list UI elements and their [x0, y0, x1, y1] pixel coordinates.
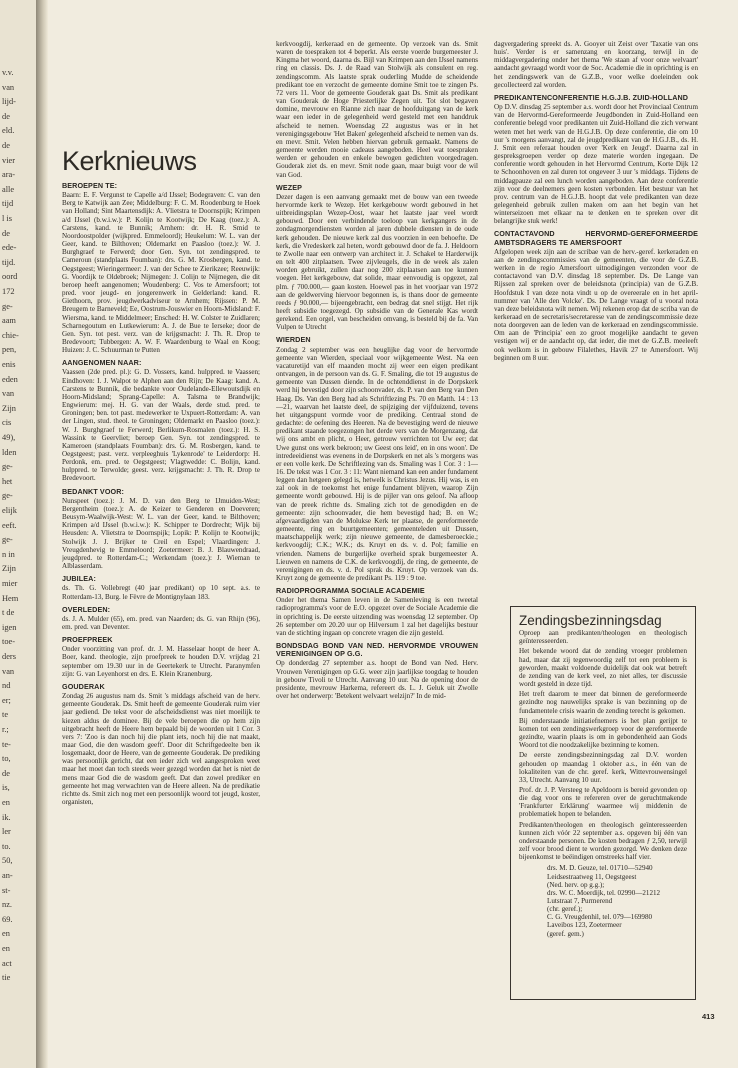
section-heading: JUBILEA: [62, 574, 96, 584]
prev-page-fragment: 172 [2, 287, 15, 296]
box-paragraph: Het treft daarom te meer dat binnen de gereformeerde gezindte nog nauwelijks sprake is van bezinning op de fundamentele crisis waarin de zending terecht is gekomen. [519, 690, 687, 715]
box-title: Zendingsbezinningsdag [519, 613, 662, 628]
section-body: ds. Th. G. Vollebregt (40 jaar predikant) op 10 sept. a.s. te Rotterdam-13, Burg. le Fèvre de Montignylaan 183. [62, 584, 260, 601]
section-body: kerkvoogdij, kerkeraad en de gemeente. Op verzoek van ds. Smit waren de toespraken tot 4 beperkt. Als eerste voerde burgemeester J. Kingma het woord, daarna ds. Bijl van Krimpen aan den IJssel namens ring en classis. Ds. J. de Raad van Stolwijk als consulent en reg. zendingscomm. Als laatste sprak ouderling Mudde de scheidende predikant toe en verzocht de gemeente domine Smit toe te zingen Ps. 72 vers 11. Voor de gemeente Gouderak gaat Ds. Smit als predikant van Gouderak de Hoge Priesterlijke Zegen uit. Tot slot begaven domine, mevrouw en Rianne zich naar de hoofduitgang van de kerk waar een ieder in de gelegenheid werd gesteld met een handdruk afscheid te nemen. Woensdag 22 augustus was er in het verenigingsgebouw 'Het Baken' gelegenheid afscheid te nemen van ds. en mevr. Smit. Velen hebben hiervan gebruik gemaakt. Namens de gemeente werden mooie cadeaus aangeboden. Heel wat toespraken werden er gehouden en enkele bewogen gedichten voorgedragen. Gouderak ziet ds. en mevr. Smit node gaan, maar buigt voor de wil van God. [276, 40, 478, 179]
prev-page-fragment: vier [2, 155, 16, 165]
prev-page-fragment: tie [2, 973, 11, 983]
prev-page-fragment: de [2, 141, 10, 150]
section-body: Vaassen (2de pred. pl.): G. D. Vossers, kand. hulppred. te Vaassen; Eindhoven: I. J. Walpot te Alphen aan den Rijn; De Kaag: kand. A. Carstens te Bunnik, die bedankte voor Oudelande-Ellewoutsdijk en Hoorn-Midsland; Sprang-Capelle: A. Talsma te Brandwijk; Engwierum: mej. H. G. van der Waals, derde stud. pred. te Groningen; ben. tot past. medewerker te Uxpuert-Rotterdam: A. van der Lingen, stud. theol. te Groningen; Oldemarkt en Paasloo (toez.): W. J. Burghgraef te Ferwerd; Berlikum-Rosmalen (toez.): H. S. Wassink te Geervliet; beroep Gen. Syn. tot zendingspred. te Kameroen (standplaats Foumban): drs. G. M. Rosbergen, kand. te Oegstgeest; past. verz. verpleeghuis 'Lykenrode' te Leiderdorp: H. Perdonk, em. pred. te Oegstgeest; Vlagtwedde: C. Bolijn, kand. hulppred. te Terwolde; geest. verz. krijgsmacht: J. Th. R. Drop te Bredevoort. [62, 368, 260, 483]
prev-page-fragment: eeft. [2, 520, 17, 530]
prev-page-fragment: eld. [2, 126, 15, 136]
section-body: Afgelopen week zijn aan de scribae van de herv.-geref. kerkeraden en aan de zendingscommissies van de gemeenten, die voor de G.Z.B. werken in de regio Amersfoort uitnodigingen verzonden voor de contactavond van D.V. dinsdag 18 september. Ds. De Lange van Rijssen zal spreken over de beleidsnota (principia) van de G.Z.B. Hoofdstuk I van deze nota vindt u op de overeerale en in het april-nummer van 'Alle den Volcke'. Ds. De Lange vraagt of u vooral nota van deze beleidsnota wilt nemen. Wij rekenen erop dat de scriba van de kerkeraad en de secretaris/secretaresse van de zendingscommissie deze nota doorgeven aan de leden van de kerkeraad en zendingscommissie. Om aan de 'Principia' een zo groot mogelijke aandacht te geven vestigen wij er de aandacht op, dat ieder, die met de G.Z.B. meeleeft ook welkom is in gebouw Filalethes, Havik 27 te Amersfoort. Wij beginnen om 8 uur. [494, 247, 698, 362]
section-heading: AANGENOMEN NAAR: [62, 358, 142, 368]
signatory-line: drs. M. D. Geuze, tel. 01710—52940 [547, 864, 653, 873]
prev-page-fragment: st- [2, 885, 11, 895]
box-paragraph: De eerste zendingsbezinningsdag zal D.V. worden gehouden op maandag 1 oktober a.s., in één van de lokaliteiten van de chr. geref. kerk, Wittevrouwensingel 33, Utrecht. Aanvang 10 uur. [519, 751, 687, 784]
prev-page-fragment: to. [2, 841, 11, 851]
section-heading: BONDSDAG BOND VAN NED. HERVORMDE VROUWEN VERENIGINGEN OP G.G. [276, 641, 478, 659]
prev-page-fragment: er; [2, 695, 11, 705]
signatory-line: Lutstraat 7, Purmerend [547, 897, 613, 905]
prev-page-fragment: enis [2, 360, 16, 369]
section-body: Onder het thema Samen leven in de Samenleving is een tweetal radioprogramma's voor de E.O. opgezet over de Sociale Academie die in oprichting is. De eerste uitzending was woensdag 12 september. Op 26 september om 20.20 uur op Hilversum 1 zal het dagelijks bestuur van de stichting ingaan op concrete vragen die zijn gesteld. [276, 596, 478, 637]
prev-page-fragment: ik. [2, 812, 11, 822]
prev-page-fragment: ge- [2, 301, 13, 311]
prev-page-fragment: aam [2, 316, 16, 326]
prev-page-fragment: en [2, 944, 10, 953]
section-body: ds. J. A. Mulder (65), em. pred. van Naarden; ds. G. van Rhijn (96), em. pred. van Deventer. [62, 614, 260, 631]
prev-page-fragment: ge- [2, 462, 13, 472]
prev-page-fragment: act [2, 958, 12, 968]
prev-page-fragment: r.; [2, 725, 9, 734]
signatory-line: Laveibos 123, Zoetermeer [547, 921, 622, 930]
prev-page-fragment: n in [2, 549, 15, 559]
prev-page-fragment: mier [2, 579, 18, 588]
prev-page-fragment: nd [2, 681, 11, 691]
prev-page-fragment: Zijn [2, 403, 16, 413]
prev-page-fragment: nz. [2, 900, 12, 910]
prev-page-fragment: de [2, 768, 10, 778]
prev-page-fragment: te [2, 710, 9, 720]
prev-page-fragment: toe- [2, 637, 16, 647]
box-paragraph: Bij onderstaande initiatiefnemers is het plan gerijpt te komen tot een zendingswerkgroep voor de gereformeerde gezindte, waarin plaats is om in gebondenheid aan Gods Woord tot die noodzakelijke bezinning te komen. [519, 716, 687, 750]
section-heading: WIERDEN [276, 335, 311, 345]
prev-page-fragment: te- [2, 739, 11, 749]
section-body: Zondag 2 september was een heuglijke dag voor de hervormde gemeente van Wierden, speciaal voor wijkgemeente West. Na een vacaturetijd van elf maanden mocht zij weer een eigen predikant ontvangen, in de persoon van ds. G. F. Smaling, die tot 19 augustus de gemeente van Dussen diende. In de ochtenddienst in de Dorpskerk werd hij bevestigd door zijn schoonvader, ds. P. van den Berg van Den Haag. Ds. Van den Berg had als Schriftlezing Ps. 70 en Matth. 14 : 13—21, waarvan het laatste deel, de spijziging der vijfduizend, tevens het uitgangspunt vormde voor de prediking. Centraal stond de gedachte: de oefening des Heeren. Na de bevestiging werd de nieuwe predikant staande toegezongen het derde vers van de Morgenzang, dat wij ons ambt en plicht, o Heer, getrouw verrichten tot Uw eer; dat Uwe gunst ons werk bekroon; uw Geest ons leid', en in ons woon'. De intredeeidienst was evenens in de Dorpskerk en net als 's morgens was er een volle kerk. De Schriftlezing van ds. Smaling was 1 Cor. 3 : 1—16. De tekst was 1 Cor. 3 : 11: Want niemand kan een ander fundament leggen dan hetgeen gelegd is, hetwelk is Christus Jezus. Hij was, is en zal ook in de toekomst het enige fundament blijven, waarop Zijn gemeente wordt gebouwd. Hij is de pijler van ons geloof. Na afloop van de preek richtte ds. Smaling zich tot de genodigden en de gemeente: zijn schoonvader, die hem bevestigd had; B. en W.; afgevaardigden van de Molukse Kerk ter plaatse, de gereformeerde gemeente, ring en buurtgemeenten; gemeenteleden uit Dussen, maatschappelijk werk; zijn nieuwe gemeente, de damesberoeckie.; kerkvoogdij; C.K.; W.K.; ds. Kruyt en ds. v. d. Pol; familie en vrienden. Namens de burgerlijke overheid sprak burgemeester A. Lieuwen en namens de C.K. de kerkvoogdij, de ring, de gemeente, de verenigingen en ds. v. d. Pol sprak ds. Kruyt. Op verzoek van ds. Kruyt zong de gemeente de predikant Ps. 119 : 9 toe. [276, 345, 478, 582]
prev-page-fragment: ara- [2, 170, 16, 180]
prev-page-fragment: van [2, 82, 15, 92]
prev-page-fragment: igen [2, 622, 17, 632]
section-heading: BEDANKT VOOR: [62, 486, 124, 496]
prev-page-fragment: t de [2, 608, 15, 618]
signatory-line: (geref. gem.) [547, 929, 584, 938]
column-3 [494, 40, 698, 590]
section-heading: RADIOPROGRAMMA SOCIALE ACADEMIE [276, 586, 425, 596]
prev-page-fragment: ge- [2, 535, 13, 545]
prev-page-fragment: van [2, 666, 15, 676]
prev-page-fragment: v.v. [2, 68, 14, 77]
section-body: Dezer dagen is een aanvang gemaakt met de bouw van een tweede hervormde kerk te Wezep. Het kerkgebouw wordt gebouwd in het uitbreidingsplan Wezep-Oost, waar het laatste jaar veel wordt gebouwd. Door een verbindende toeloop van kerkgangers in de zondagmorgendiensten worden al jaren dubbele diensten in de oude kerk gehouden. De nieuwe kerk zal dus voorzien in een behoefte. De kerk, die Vredeskerk zal heten, wordt gebouwd door de fa. J. Heldoorn te Zwolle naar een ontwerp van architect ir. J. Schakel te Harderwijk en telt 400 zitplaatsen. Twee zijvleugels, die in de week als zalen worden gebruikt, zullen daar nog 200 zitplaatsen aan toe kunnen voegen. Het kerkgebouw, dat solide, maar eenvoudig is opgezet, zal plm. ƒ 700.000,— gaan kosten. Hoewel pas in het voorjaar van 1972 aan de geldwerving hiervoor begonnen is, is thans door de gemeente reeds ƒ 90.000,— bijeengebracht, een bedrag dat snel stijgt. Het rijk heeft subsidie toegezegd. Op subsidie van de Generale Kas wordt gerekend. Een orgel, van bescheiden omvang, is besteld bij de fa. Van Vulpen te Utrecht [276, 192, 478, 332]
section-heading: PREDIKANTENCONFERENTIE H.G.J.B. ZUID-HOLLAND [494, 92, 689, 102]
prev-page-fragment: 69. [2, 914, 13, 924]
section-heading: PROEFPREEK [62, 635, 113, 645]
section-heading: OVERLEDEN: [62, 604, 111, 614]
prev-page-fragment: to, [2, 754, 11, 764]
prev-page-fragment: ler [2, 827, 11, 837]
box-paragraph: Prof. dr. J. P. Versteeg te Apeldoorn is bereid gevonden op die dag voor ons te refereren over de geruchtmakende 'Frankfurter Erklärung' waarmee wij middenin de problematiek hopen te belanden. [519, 785, 687, 819]
section-body: Zondag 26 augustus nam ds. Smit 's middags afscheid van de herv. gemeente Gouderak. Ds. Smit heeft de gemeente Gouderak ruim vier jaar gediend. De tekst voor de afscheidsdienst was niet moeilijk te kiezen aldus de dominee. Bij de vele beroepen die op hem zijn uitgebracht heeft de Heere hem bepaald bij de woorden uit 1 Cor. 3 vers 7: 'Zoo is dan noch hij die plant iets, noch hij die nat maakt, maar God, die den wasdom geeft'. Door dit Schriftgedeelte ben ik losgemaakt, door de Heere, van de gemeente Gouderak. De prediking was persoonlijk gericht, dat een ieder zich wel aangesproken weet maar het moet dan toch steeds weer gezegd worden dat het is niet de mens maar God die de wasdom geeft. Dat dan zowel prediker en gemeente het mag verwachten van de Heere alleen. Na de predikatie richtte ds. Smit zich nog met een persoonlijk woord tot jeugd, koster, organisten, [62, 692, 260, 807]
prev-page-fragment: het [2, 476, 13, 486]
box-paragraph: Predikanten/theologen en theologisch geïnteresseerden kunnen zich vóór 22 september a.s. opgeven bij één van onderstaande personen. De kosten bedragen ƒ 2,50, terwijl zelf voor brood dient te worden gezorgd. We denken deze bijeenkomst te beëindigen omstreeks half vier. [519, 820, 687, 862]
prev-page-fragment: eden [2, 374, 18, 384]
prev-page-fragment: an- [2, 871, 13, 880]
prev-page-fragment: 49), [2, 433, 16, 442]
prev-page-fragment: l is [2, 214, 13, 223]
section-heading: WEZEP [276, 182, 303, 192]
prev-page-fragment: lijd- [2, 97, 16, 107]
prev-page-fragment: alle [2, 184, 15, 194]
prev-page-fragment: elijk [2, 506, 17, 515]
previous-page-edge [0, 0, 37, 1068]
prev-page-fragment: oord [2, 272, 18, 282]
prev-page-fragment: de [2, 228, 10, 238]
magazine-page [48, 0, 738, 1068]
article-title: Kerknieuws [62, 146, 197, 176]
signatory-line: drs. W. C. Moerdijk, tel. 02990—21212 [547, 888, 661, 897]
box-paragraph: Oproep aan predikanten/theologen en theologisch geïnteresseerden. [519, 629, 687, 646]
signatory-line: C. G. Vreugdenhil, tel. 079—169980 [547, 913, 653, 922]
prev-page-fragment: ders [2, 652, 16, 661]
prev-page-fragment: Hem [2, 593, 19, 603]
zendingsbezinningsdag-box [510, 606, 696, 1000]
prev-page-fragment: en [2, 929, 10, 939]
page-number: 413 [702, 1012, 715, 1021]
page-gutter [36, 0, 48, 1068]
prev-page-fragment: de [2, 111, 10, 121]
column-2 [276, 40, 478, 1025]
prev-page-fragment: van [2, 389, 15, 399]
prev-page-fragment: tijd. [2, 257, 16, 267]
section-heading: CONTACTAVOND HERVORMD-GEREFORMEERDE AMBTSDRAGERS TE AMERSFOORT [494, 229, 698, 247]
prev-page-fragment: ede- [2, 243, 17, 253]
box-paragraph: Het bekende woord dat de zending vroeger problemen had, maar dat zij tegenwoordig zelf tot een probleem is geworden, maakt voldoende duidelijk dat ook wat betreft de zending van de kerk veel, zo niet alles, ter discussie wordt gesteld in deze tijd. [519, 647, 687, 689]
section-body: Nunspeet (toez.): J. M. D. van den Berg te IJmuiden-West; Bergentheim (toez.): A. de Keizer te Genderen en Doeveren; Beusym-Waalwijk-West: W. L. van der Geer, kand. te Bilthoven; Krimpen a/d IJssel (b.w.i.w.): K. Schipper te Dordrecht; Wijk bij Heusden: A. Vlietstra te Doornspijk; Lopik: P. Kolijn te Kootwijk; Stolwijk J. J. Brijker te Creil en Espel; Vlaardingen: J. Vreugdenhevig te Emmeloord; Zoetermeer: B. J. Blauwendraad, jeugdpred. te Rotterdam-C.; Werkendam (toez.): J. Wieman te Alblasserdam. [62, 496, 260, 571]
column-1 [62, 182, 260, 1022]
section-heading: BEROEPEN TE: [62, 182, 118, 190]
section-heading: GOUDERAK [62, 681, 105, 691]
prev-page-fragment: ge- [2, 491, 13, 501]
prev-page-fragment: lden [2, 447, 17, 457]
prev-page-fragment: chie- [2, 330, 19, 340]
signatory-line: Leidsestraatweg 11, Oegstgeest [547, 872, 637, 881]
prev-page-fragment: tijd [2, 199, 14, 209]
section-body: Op D.V. dinsdag 25 september a.s. wordt door het Provinciaal Centrum van de Hervormd-Gereformeerde Jeugdbonden in Zuid-Holland een conferentie belegd voor predikanten uit Zuid-Holland die zich verwant weten met het werk van de H.G.J.B. Op deze conferentie, die om 10 uur 's morgens aanvangt, zal de jeugdpredikant van de H.G.J.B., ds. H. J. Smit een referaat houden over 'Kerk en Jeugd'. Daarna zal in gespreksgroepen verder op deze materie worden ingegaan. De conferentie wordt gehouden in het Hervormd Centrum, Korte Dijk 12 te Schoonhoven en zal duren tot ongeveer 3 uur 's middags. Tijdens de middagpauze zal een lunch worden aangeboden. Aan deze conferentie zijn voor de deelnemers geen kosten verbonden. Het bestuur van het prov. centrum van de H.G.J.B. hoopt dat vele predikanten van deze gelegenheid gebruik zullen maken om aan het begin van het winterseizoen met elkaar na te denken en te spreken over dit belangrijke stuk werk! [494, 103, 698, 226]
section-body: Op donderdag 27 september a.s. hoopt de Bond van Ned. Herv. Vrouwen Verenigingen op G.G. weer zijn jaarlijkse toogdag te houden in gebouw Tivoli te Utrecht. Aanvang 10 uur. Na de opening door de presidente, mevrouw Harkema, refereert ds. L. J. Geluk uit Zwolle over het onderwerp: 'Betekent welvaart welzijn?' In de mid- [276, 659, 478, 701]
section-body: Baarn: E. F. Vergunst te Capelle a/d IJssel; Bodegraven: C. van den Berg te Katwijk aan Zee; Middelburg: F. C. M. Roodenburg te Hoek van Holland; Sint Maartensdijk: A. Vlietstra te Doornspijk; Krimpen a/d IJssel (b.w.i.w.): P. Kolijn te Kootwijk; De Kaag (toez.): A. Carstens, kand. te Bunnik; Arnhem: dr. H. R. Smid te Noordoostpolder (wijkpred. Emmeloord); Heukelum: W. L. van der Geer, kand. te Bilthoven; Oldemarkt en Paasloo (toez.): W. J. Burghgraef te Ferwerd; door Gen. Syn. tot zendingspred. te Cameroun (standplaats Foumban): drs. G. M. Krosbergen, kand. te Oegstgeest; Wieringermeer: J. van der Schee te Zierikzee; Reeuwijk: G. Voordijk te Oldebroek; Nijmegen: J. Colijn te Nijmegen, die dit beroep heeft aangenomen; Woudenberg: C. Vos te Amersfoort; tot pred. voor jeugd- en jongerenwerk in Gelderland: kand. R. Giethoorn, prov. jeugdwerkadviseur te Arnhem; Rijssen: P. M. Breugem te Barneveld; Ee, Oostrum-Jouswier en Hoorn-Midsland: F. Wiersma, kand. te Middelmeer; Ensched: H. W. Colster te Zuidlaren; Scharnegoutum en Lutkewierum: A. J. de Bue te Ierseke; door de Gen. Syn. tot pest. verz. van de krijgsmacht: J. Th. R. Drop te Bredevoort; Tubbergen: A. W. F. Waardenburg te Waal en Koog; Huizen: J. C. Schuurman te Putten [62, 191, 260, 355]
signatory-line: (chr. geref.); [547, 905, 583, 914]
prev-page-fragment: pen, [2, 345, 17, 355]
prev-page-fragment: is, [2, 783, 10, 793]
prev-page-fragment: 50, [2, 856, 13, 866]
prev-page-fragment: en [2, 798, 10, 807]
prev-page-fragment: cis [2, 418, 12, 428]
section-body: Onder voorzitting van prof. dr. J. M. Hasselaar hoopt de heer A. Boer, kand. theologie, zijn proefpreek te houden D.V. vrijdag 21 september om 19.30 uur in de Geertekerk te Utrecht. Paranymfen zijn: G. van Leyenhorst en drs. E. Klein Kranenburg. [62, 645, 260, 678]
prev-page-fragment: Zijn [2, 564, 16, 574]
box-signatories [519, 864, 687, 937]
section-body: dagvergadering spreekt ds. A. Gooyer uit Zeist over 'Taxatie van ons huis'. Verder is er samenzang en koorzang, terwijl in de middagvergadering onder het thema 'We staan af voor onze welvaart' aandacht gevraagd wordt voor de Soc. Academie die in oprichting is en het zendingswerk van de G.Z.B., voor welke doeleinden ook gecollecteerd zal worden. [494, 40, 698, 89]
signatory-line: (Ned. herv. op g.g.); [547, 880, 605, 889]
box-body [519, 629, 687, 861]
